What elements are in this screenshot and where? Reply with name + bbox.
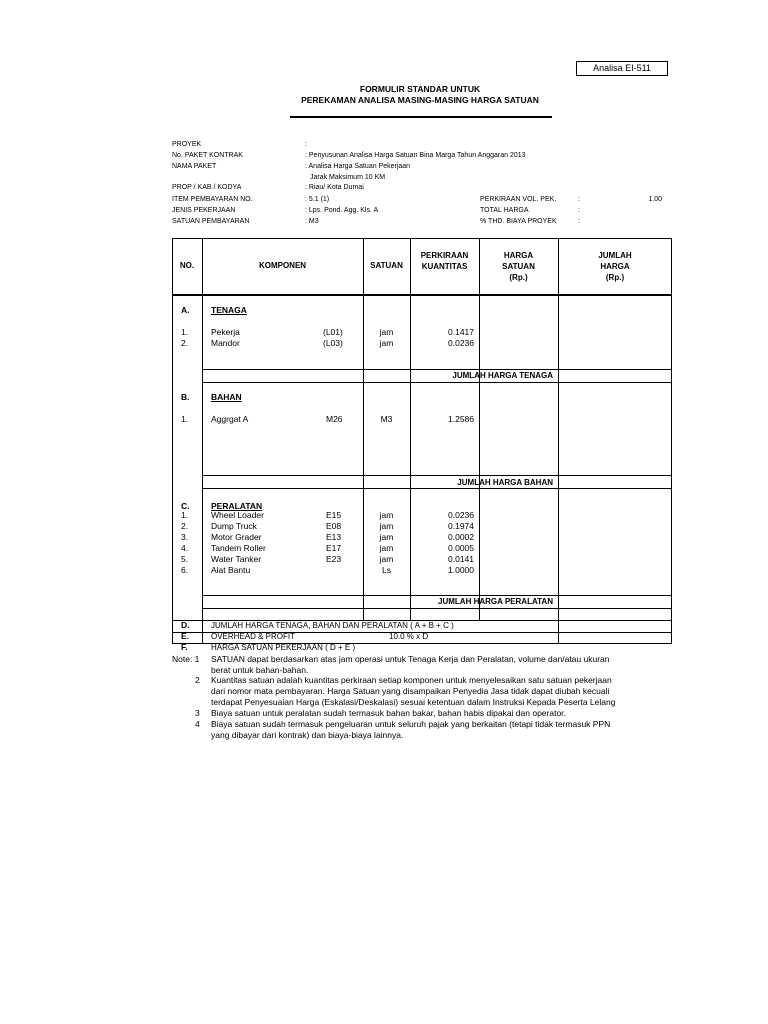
col-divider — [410, 382, 411, 488]
item-qty: 1.0000 — [448, 565, 474, 575]
item-name: Alat Bantu — [211, 565, 251, 575]
form-title-line1: FORMULIR STANDAR UNTUK — [359, 84, 481, 94]
col-divider — [363, 382, 364, 488]
note-line: Biaya satuan sudah termasuk pengeluaran untuk seluruh pajak yang berkaitan (tetapi tidak termasuk PPN — [211, 719, 611, 729]
note-number: Note: 1 — [172, 654, 200, 664]
info-right-colon: : — [578, 196, 580, 203]
item-qty: 0.1417 — [448, 327, 474, 337]
total-bahan-label: JUMLAH HARGA BAHAN — [457, 478, 553, 487]
item-name: Motor Grader — [211, 532, 262, 542]
info-value: : Analisa Harga Satuan Pekerjaan — [305, 163, 411, 170]
item-no: 1. — [181, 510, 189, 520]
item-unit: jam — [379, 521, 394, 531]
summary-text: JUMLAH HARGA TENAGA, BAHAN DAN PERALATAN ( A + B + C ) — [211, 621, 454, 630]
total-peralatan-label: JUMLAH HARGA PERALATAN — [438, 597, 553, 606]
section-title-tenaga: TENAGA — [211, 305, 247, 315]
item-name: Dump Truck — [211, 521, 257, 531]
info-right-colon: : — [578, 207, 580, 214]
item-code: E08 — [326, 521, 342, 531]
info-right-label: TOTAL HARGA — [480, 207, 529, 214]
item-unit: Ls — [382, 565, 391, 575]
summary-code: E. — [181, 631, 190, 641]
item-name: Mandor — [211, 338, 240, 348]
info-value: Jarak Maksimum 10 KM — [310, 174, 386, 181]
info-label: No. PAKET KONTRAK — [172, 152, 243, 159]
analysis-id-box: Analisa EI-511 — [576, 61, 668, 76]
item-code: E13 — [326, 532, 342, 542]
info-right-label: PERKIRAAN VOL. PEK. — [480, 196, 557, 203]
info-value: : Penyusunan Analisa Harga Satuan Bina Marga Tahun Anggaran 2013 — [305, 152, 526, 159]
item-code: E17 — [326, 543, 342, 553]
item-qty: 0.0002 — [448, 532, 474, 542]
info-right-value: 1.00 — [648, 196, 662, 203]
table-border — [172, 238, 672, 644]
header-jumlah: (Rp.) — [605, 273, 625, 282]
header-divider — [172, 294, 672, 296]
info-right-label: % THD. BIAYA PROYEK — [480, 218, 557, 225]
item-qty: 0.1974 — [448, 521, 474, 531]
col-divider — [558, 238, 559, 644]
form-title-line2: PEREKAMAN ANALISA MASING-MASING HARGA SATUAN — [301, 95, 539, 105]
item-no: 1. — [181, 414, 189, 424]
item-qty: 1.2586 — [448, 414, 474, 424]
row-line — [202, 488, 672, 489]
item-name: Tandem Roller — [211, 543, 266, 553]
item-unit: jam — [379, 338, 394, 348]
note-number: 3 — [195, 708, 200, 718]
note-line: Biaya satuan untuk peralatan sudah termasuk bahan bakar, bahan habis dipakai dan operator. — [211, 708, 566, 718]
item-qty: 0.0005 — [448, 543, 474, 553]
item-qty: 0.0236 — [448, 510, 474, 520]
info-right-colon: : — [578, 218, 580, 225]
item-qty: 0.0236 — [448, 338, 474, 348]
summary-text: OVERHEAD & PROFIT — [211, 632, 296, 641]
info-label: ITEM PEMBAYARAN NO. — [172, 196, 253, 203]
item-no: 6. — [181, 565, 189, 575]
item-no: 1. — [181, 327, 189, 337]
item-code: M26 — [326, 414, 343, 424]
item-name: Aggrgat A — [211, 414, 249, 424]
info-label: JENIS PEKERJAAN — [172, 207, 236, 214]
info-value: : Riau/ Kota Dumai — [305, 184, 364, 191]
info-value: : M3 — [305, 218, 319, 225]
row-line — [202, 382, 672, 383]
header-harga: HARGA — [503, 251, 534, 260]
section-title-peralatan: PERALATAN — [211, 501, 263, 511]
note-line: berat untuk bahan-bahan. — [211, 665, 309, 675]
item-no: 2. — [181, 338, 189, 348]
section-title-bahan: BAHAN — [211, 392, 242, 402]
section-code: B. — [181, 392, 190, 402]
summary-code: F. — [181, 642, 188, 652]
info-label: PROP / KAB / KODYA — [172, 184, 242, 191]
header-jumlah: JUMLAH — [598, 251, 632, 260]
item-no: 5. — [181, 554, 189, 564]
item-no: 4. — [181, 543, 189, 553]
info-label: NAMA PAKET — [172, 163, 217, 170]
note-line: Kuantitas satuan adalah kuantitas perkiraan setiap komponen untuk menyelesaikan satu satuan pekerjaan — [211, 675, 612, 685]
item-unit: jam — [379, 554, 394, 564]
col-divider — [202, 238, 203, 644]
item-code: (L03) — [323, 338, 343, 348]
info-value: : 5.1 (1) — [305, 196, 330, 203]
info-value: : — [305, 141, 307, 148]
total-tenaga-label: JUMLAH HARGA TENAGA — [452, 371, 553, 380]
item-name: Pekerja — [211, 327, 240, 337]
note-number: 4 — [195, 719, 200, 729]
item-unit: jam — [379, 543, 394, 553]
note-line: SATUAN dapat berdasarkan atas jam operasi untuk Tenaga Kerja dan Peralatan, volume dan/atau ukuran — [211, 654, 610, 664]
summary-code: D. — [181, 620, 190, 630]
info-label: PROYEK — [172, 141, 202, 148]
item-unit: jam — [379, 327, 394, 337]
note-line: terdapat Penyesuaian Harga (Eskalasi/Deskalasi) sesuai ketentuan dalam Instruksi Kepada Peserta Lelang — [211, 697, 616, 707]
header-harga: SATUAN — [502, 262, 535, 271]
header-jumlah: HARGA — [600, 262, 630, 271]
item-unit: jam — [379, 532, 394, 542]
analysis-table — [172, 238, 674, 652]
item-code: E15 — [326, 510, 342, 520]
header-harga: (Rp.) — [509, 273, 528, 282]
header-no: NO. — [179, 261, 195, 270]
info-label: SATUAN PEMBAYARAN — [172, 218, 250, 225]
info-value: : Lps. Pond. Agg. Kls. A — [305, 207, 379, 214]
item-name: Wheel Loader — [211, 510, 264, 520]
header-kuantitas: PERKIRAAN — [420, 251, 469, 260]
note-number: 2 — [195, 675, 200, 685]
item-qty: 0.0141 — [448, 554, 474, 564]
summary-text: HARGA SATUAN PEKERJAAN ( D + E ) — [211, 643, 356, 652]
item-unit: M3 — [380, 414, 393, 424]
header-kuantitas: KUANTITAS — [421, 262, 468, 271]
note-line: yang dibayar dari kontrak) dan biaya-biaya lainnya. — [211, 730, 404, 740]
item-no: 2. — [181, 521, 189, 531]
row-line — [202, 608, 672, 609]
item-code: E23 — [326, 554, 342, 564]
row-line — [202, 475, 672, 476]
item-name: Water Tanker — [211, 554, 262, 564]
item-no: 3. — [181, 532, 189, 542]
item-unit: jam — [379, 510, 394, 520]
title-underline — [290, 116, 552, 118]
header-satuan: SATUAN — [370, 261, 403, 270]
overhead-percent: 10.0 % x D — [389, 632, 429, 641]
header-komponen: KOMPONEN — [258, 261, 307, 270]
note-line: dari nomor mata pembayaran. Harga Satuan yang disampaikan Penyedia Jasa tidak dapat diubah kecuali — [211, 686, 610, 696]
item-code: (L01) — [323, 327, 343, 337]
section-code: C. — [181, 501, 190, 511]
section-code: A. — [181, 305, 190, 315]
